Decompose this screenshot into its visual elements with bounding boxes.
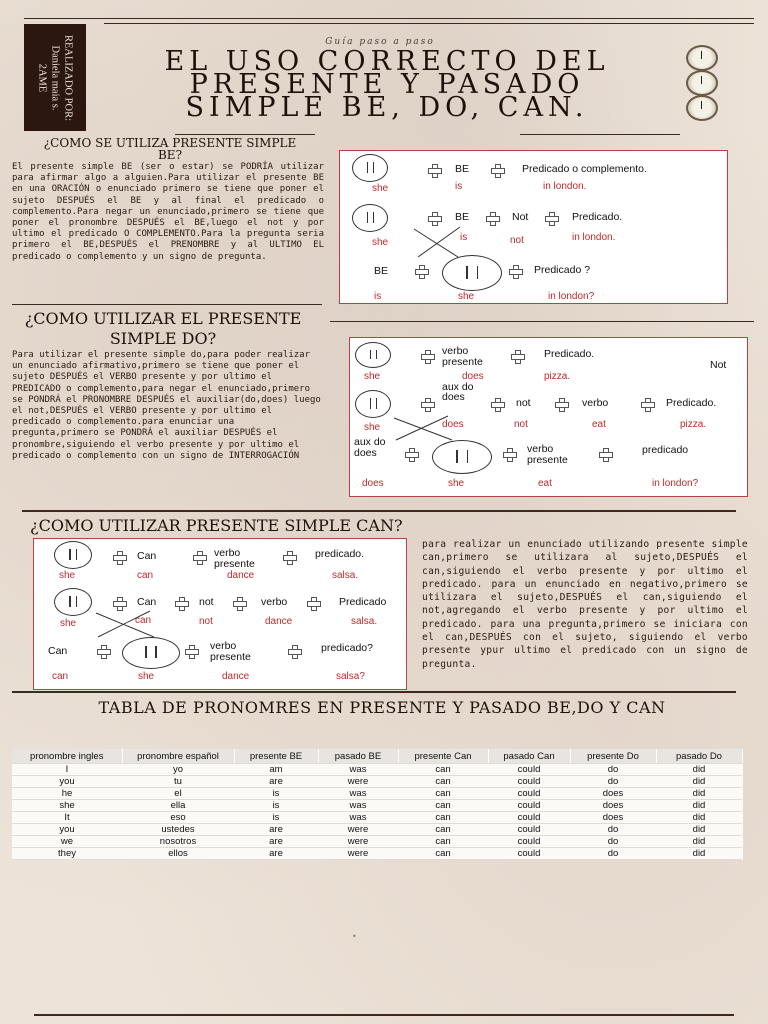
plus-icon — [414, 265, 428, 277]
table-cell: you — [12, 824, 122, 836]
plus-icon — [490, 164, 504, 176]
table-cell: can — [398, 848, 488, 860]
example-can: can — [135, 615, 152, 626]
plus-icon — [508, 265, 522, 277]
plus-icon — [282, 551, 296, 563]
plus-icon — [420, 350, 434, 362]
smiley-face-icon — [54, 541, 92, 569]
table-cell: eso — [122, 812, 234, 824]
verb-label: verbo presente — [210, 640, 251, 663]
can-label: Can — [137, 550, 157, 562]
example-salsa: salsa? — [336, 671, 365, 682]
section-can-body: para realizar un enunciado utilizando presente simple can,primero se utilizara al sujeto,DESPUÉS el can,siguiendo el verbo presente y por ultimo el predicado. para un enunciado en negativo,primero se utilizara el sujeto,DESPUÉS el can,siguiendo el not,agregando el verbo presente y por ultimo el predicado. para una pregunta,primero se iniciara con el can,DESPUÉS con el sujeto, siguiendo el verbo presente ypur ultimo el predicado con un signo de pregunta. — [422, 539, 748, 670]
divider — [22, 510, 736, 512]
column-header: pasado Do — [656, 749, 742, 764]
table-cell: we — [12, 836, 122, 848]
example-she: she — [60, 618, 77, 629]
predicate-label: Predicado. — [666, 397, 717, 409]
smiley-face-icon — [122, 637, 180, 669]
be-label: BE — [455, 163, 470, 175]
plus-icon — [174, 597, 188, 609]
table-row — [12, 776, 742, 788]
table-cell: does — [570, 812, 656, 824]
table-cell: It — [12, 812, 122, 824]
table-cell: can — [398, 800, 488, 812]
table-cell: could — [488, 824, 570, 836]
plus-icon — [544, 212, 558, 224]
table-cell: am — [234, 764, 318, 776]
table-cell: were — [318, 836, 398, 848]
table-row — [12, 764, 742, 776]
title-rule — [175, 134, 315, 135]
swap-arrows — [390, 414, 460, 444]
column-header: pronombre español — [122, 749, 234, 764]
title-rule-2 — [520, 134, 680, 135]
plus-icon — [490, 398, 504, 410]
table-cell: were — [318, 848, 398, 860]
example-eat: eat — [592, 419, 606, 430]
example-does: does — [362, 478, 384, 489]
example-dance: dance — [222, 671, 250, 682]
table-row — [12, 824, 742, 836]
divider — [12, 691, 736, 693]
table-cell: could — [488, 788, 570, 800]
column-header: presente Can — [398, 749, 488, 764]
table-cell: is — [234, 812, 318, 824]
column-header: pasado Can — [488, 749, 570, 764]
example-is: is — [455, 181, 463, 192]
table-cell: did — [656, 836, 742, 848]
verb-label: verbo presente — [214, 547, 255, 570]
verb-label: verbo — [261, 596, 288, 608]
aux-label: aux do does — [354, 436, 386, 459]
table-cell: I — [12, 764, 122, 776]
page-title: EL USO CORRECTO DEL PRESENTE Y PASADO SIMPLE BE, DO, CAN. — [164, 46, 610, 123]
table-cell: are — [234, 824, 318, 836]
table-cell: did — [656, 812, 742, 824]
aux-label: aux do does — [442, 381, 474, 403]
verb-label: verbo — [582, 397, 609, 409]
bottom-rule — [34, 1014, 734, 1016]
table-cell: are — [234, 848, 318, 860]
be-diagram — [339, 150, 728, 304]
example-does: does — [442, 419, 464, 430]
table-cell: can — [398, 812, 488, 824]
example-is: is — [460, 232, 468, 243]
table-cell: is — [234, 788, 318, 800]
smiley-face-icon — [352, 154, 388, 182]
table-cell: ustedes — [122, 824, 234, 836]
table-cell: did — [656, 764, 742, 776]
plus-icon — [554, 398, 568, 410]
table-heading: TABLA DE PRONOMRES EN PRESENTE Y PASADO BE,DO Y CAN — [98, 698, 666, 717]
not-label: Not — [512, 211, 529, 223]
smiley-face-icon — [54, 588, 92, 616]
not-label: Not — [710, 359, 727, 371]
example-salsa: salsa. — [332, 570, 359, 581]
pronoun-table — [12, 749, 743, 860]
example-can: can — [52, 671, 69, 682]
clock-icon-3 — [686, 95, 718, 121]
smiley-face-icon — [432, 440, 492, 474]
table-cell: can — [398, 824, 488, 836]
table-row — [12, 800, 742, 812]
table-header-row — [12, 749, 742, 764]
not-label: not — [199, 596, 214, 608]
example-she: she — [364, 371, 381, 382]
author-line-3: 2AME — [36, 63, 48, 92]
example-she: she — [458, 291, 475, 302]
table-cell: could — [488, 776, 570, 788]
table-cell: ella — [122, 800, 234, 812]
table-cell: were — [318, 824, 398, 836]
smiley-face-icon — [355, 390, 391, 418]
example-location: in london? — [652, 478, 699, 489]
table-cell: can — [398, 788, 488, 800]
table-cell: el — [122, 788, 234, 800]
predicate-label: predicado? — [321, 642, 373, 654]
table-cell: yo — [122, 764, 234, 776]
table-cell: could — [488, 800, 570, 812]
table-body — [12, 764, 742, 860]
example-salsa: salsa. — [351, 616, 378, 627]
column-header: presente BE — [234, 749, 318, 764]
example-dance: dance — [227, 570, 255, 581]
table-cell: are — [234, 836, 318, 848]
predicate-label: predicado — [642, 444, 689, 456]
plus-icon — [287, 645, 301, 657]
author-line-2: Daniela maia s. — [49, 44, 61, 111]
table-cell: did — [656, 848, 742, 860]
not-label: not — [516, 397, 531, 409]
section-be-body: El presente simple BE (ser o estar) se PODRÍA utilizar para afirmar algo a alguien.Para utilizar el presente BE en una ORACIÓN o enunciado primero se tiene que poner el sujeto DESPUÉS el BE y al final el predicado o complemento.Para negar un enunciado,primero se tiene que poner el pronombre DESPUÉS el BE,luego el not y por ultimo el predicado O COMPLEMENTO.Para la pregunta seria primero el BE,DESPUÉS el PRENOMBRE y al ULTIMO EL predicado o complemento y un signo de pregunta. — [12, 162, 324, 262]
plus-icon — [598, 448, 612, 460]
author-text — [36, 34, 75, 120]
plus-icon — [510, 350, 524, 362]
plus-icon — [184, 645, 198, 657]
table-cell: can — [398, 836, 488, 848]
table-cell: could — [488, 812, 570, 824]
example-she: she — [364, 422, 381, 433]
example-pizza: pizza. — [544, 371, 571, 382]
clock-icon-2 — [686, 70, 718, 96]
smiley-face-icon — [442, 255, 502, 291]
divider — [330, 321, 754, 322]
table-cell: can — [398, 776, 488, 788]
table-cell: does — [570, 800, 656, 812]
section-do-heading: ¿COMO UTILIZAR EL PRESENTE SIMPLE DO? — [24, 309, 302, 348]
example-she: she — [372, 183, 389, 194]
be-label: BE — [455, 211, 470, 223]
example-not: not — [199, 616, 213, 627]
do-diagram — [349, 337, 748, 497]
table-cell: do — [570, 848, 656, 860]
plus-icon — [306, 597, 320, 609]
table-row — [12, 788, 742, 800]
table-cell: did — [656, 800, 742, 812]
plus-icon — [485, 212, 499, 224]
clock-icon — [686, 45, 718, 71]
table-cell: did — [656, 776, 742, 788]
section-do-body: Para utilizar el presente simple do,para poder realizar un enunciado afirmativo,primero se tiene que poner el sujeto DESPUÉS el VERBO presente y por ultimo el PREDICADO o complemento,para negar el enunciado,primero se PONDRÁ el PRONOMBRE DESPUÉS el auxiliar(do,does) luego el not,DESPUÉS el VERBO presente y por ultimo el predicado o complemento.para enunciar una pregunta,primero se PONDRÁ el auxiliar DESPUÉS el pronombre,siguiendo el verbo presente y por ultimo el predicado o complemento con un signo de INTERROGACIÓN — [12, 350, 321, 461]
plus-icon — [112, 551, 126, 563]
table-cell: were — [318, 776, 398, 788]
table-cell: is — [234, 800, 318, 812]
table-cell: nosotros — [122, 836, 234, 848]
table-cell: was — [318, 764, 398, 776]
table-cell: do — [570, 824, 656, 836]
column-header: pasado BE — [318, 749, 398, 764]
table-row — [12, 848, 742, 860]
table-cell: could — [488, 836, 570, 848]
table-cell: he — [12, 788, 122, 800]
can-diagram — [33, 538, 407, 690]
can-label: Can — [48, 645, 68, 657]
top-rule — [24, 18, 754, 19]
example-she: she — [59, 570, 76, 581]
predicate-label: Predicado — [339, 596, 387, 608]
table-cell: they — [12, 848, 122, 860]
table-cell: you — [12, 776, 122, 788]
example-she: she — [448, 478, 465, 489]
plus-icon — [192, 551, 206, 563]
example-can: can — [137, 570, 154, 581]
section-can-heading: ¿COMO UTILIZAR PRESENTE SIMPLE CAN? — [30, 516, 403, 535]
plus-icon — [112, 597, 126, 609]
author-box — [24, 24, 86, 131]
divider — [12, 304, 322, 305]
predicate-label: predicado. — [315, 548, 365, 560]
table-cell: could — [488, 848, 570, 860]
example-location: in london. — [572, 232, 616, 243]
plus-icon — [420, 398, 434, 410]
table-cell: she — [12, 800, 122, 812]
predicate-label: Predicado. — [572, 211, 623, 223]
example-dance: dance — [265, 616, 293, 627]
predicate-label: Predicado ? — [534, 264, 591, 276]
table-row — [12, 836, 742, 848]
example-is: is — [374, 291, 382, 302]
decor-dot: • — [352, 932, 357, 941]
table-cell: was — [318, 812, 398, 824]
example-pizza: pizza. — [680, 419, 707, 430]
column-header: presente Do — [570, 749, 656, 764]
plus-icon — [427, 164, 441, 176]
be-label: BE — [374, 265, 389, 277]
plus-icon — [640, 398, 654, 410]
plus-icon — [502, 448, 516, 460]
example-location: in london? — [548, 291, 595, 302]
table-cell: can — [398, 764, 488, 776]
table-cell: are — [234, 776, 318, 788]
smiley-face-icon — [352, 204, 388, 232]
example-she: she — [372, 237, 389, 248]
example-not: not — [514, 419, 528, 430]
table-cell: did — [656, 788, 742, 800]
can-label: Can — [137, 596, 157, 608]
example-does: does — [462, 371, 484, 382]
table-row — [12, 812, 742, 824]
table-cell: tu — [122, 776, 234, 788]
table-cell: could — [488, 764, 570, 776]
table-cell: do — [570, 776, 656, 788]
table-cell: ellos — [122, 848, 234, 860]
author-line-1: REALIZADO POR: — [62, 34, 74, 121]
example-location: in london. — [543, 181, 587, 192]
example-not: not — [510, 235, 524, 246]
example-she: she — [138, 671, 155, 682]
plus-icon — [232, 597, 246, 609]
table-cell: does — [570, 788, 656, 800]
verb-label: verbo presente — [527, 443, 568, 466]
example-eat: eat — [538, 478, 552, 489]
plus-icon — [96, 645, 110, 657]
plus-icon — [404, 448, 418, 460]
table-cell: do — [570, 764, 656, 776]
smiley-face-icon — [355, 342, 391, 368]
table-cell: did — [656, 824, 742, 836]
column-header: pronombre ingles — [12, 749, 122, 764]
section-be-heading: ¿COMO SE UTILIZA PRESENTE SIMPLE BE? — [43, 136, 297, 162]
predicate-label: Predicado. — [544, 348, 595, 360]
top-rule-2 — [104, 23, 754, 24]
table-cell: was — [318, 788, 398, 800]
table-cell: do — [570, 836, 656, 848]
subtitle: Guía paso a paso — [325, 37, 435, 47]
predicate-label: Predicado o complemento. — [522, 163, 647, 175]
verb-label: verbo presente — [442, 345, 483, 368]
table-cell: was — [318, 800, 398, 812]
